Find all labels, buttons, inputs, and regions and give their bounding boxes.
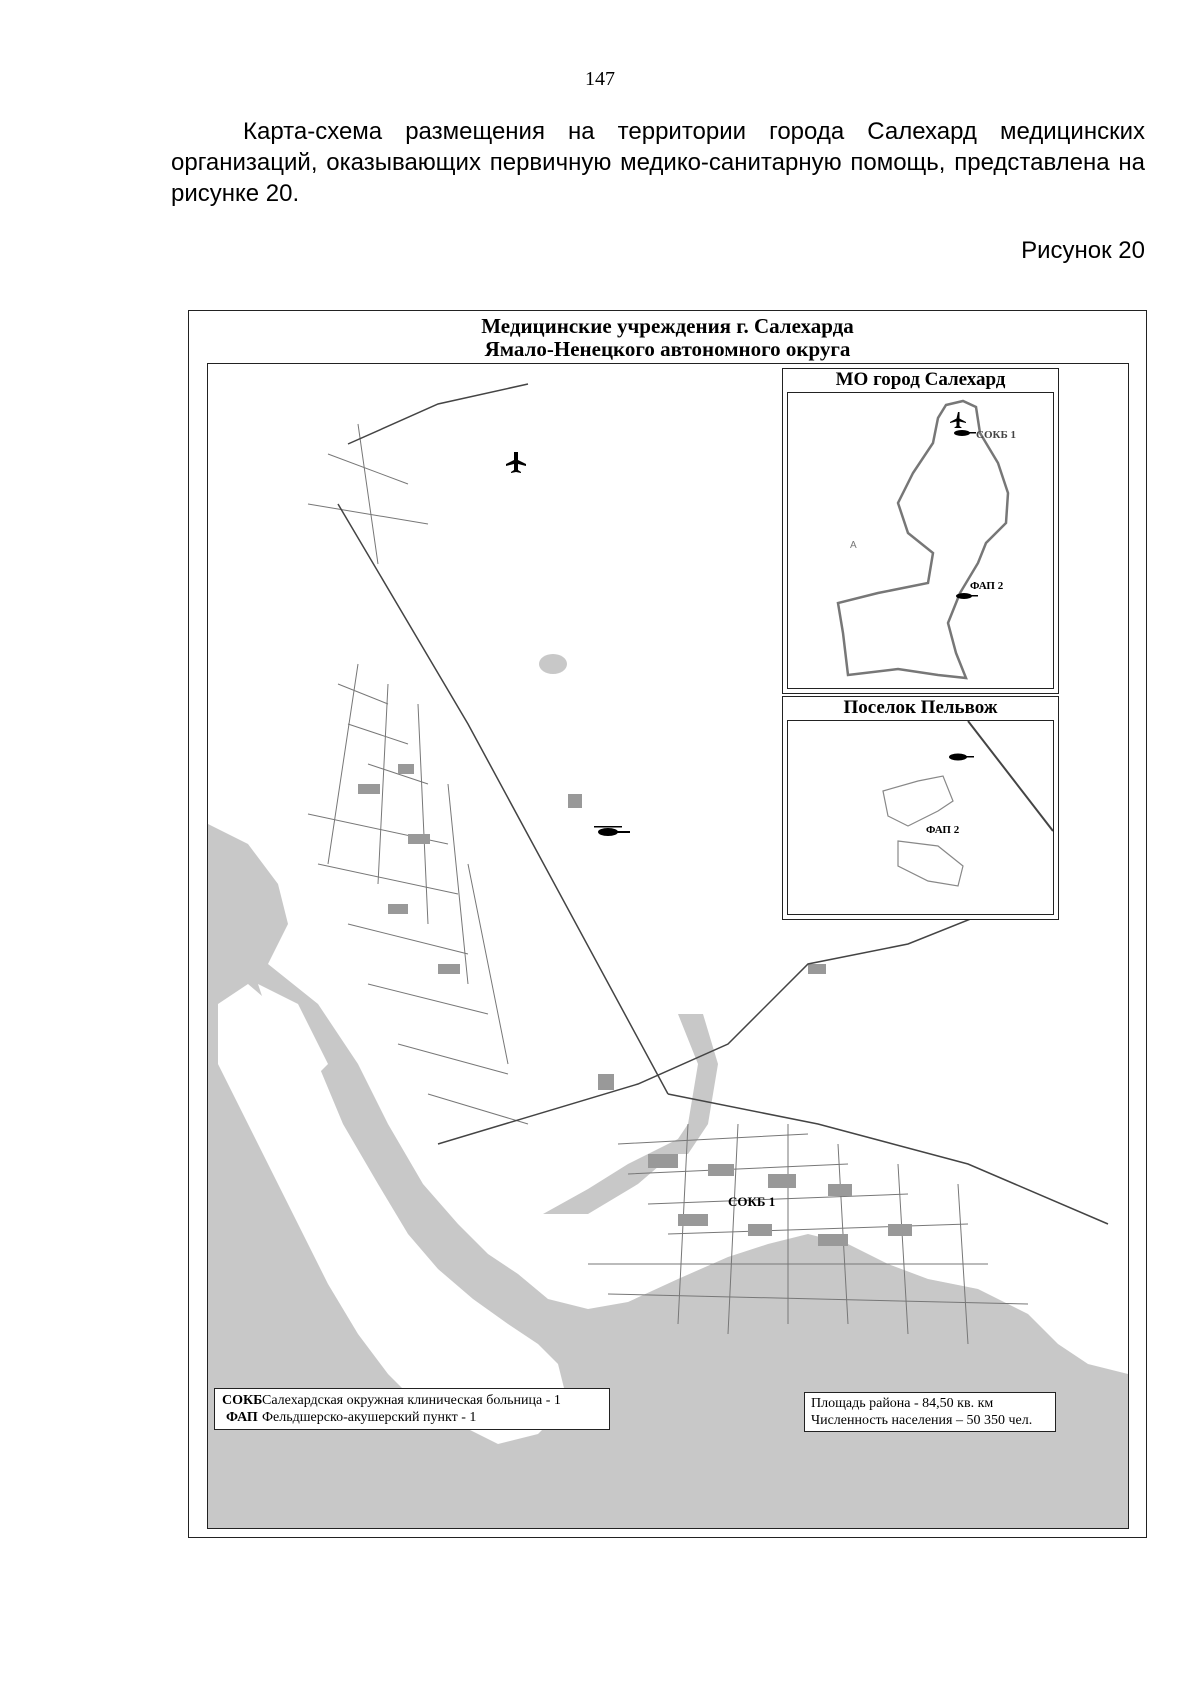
village-road: [968, 721, 1053, 831]
inset-city-label-fap: ФАП 2: [970, 580, 1004, 592]
inset-city-title: МО город Салехард: [835, 369, 1006, 390]
inset-helicopter-icon: [954, 430, 976, 436]
district-boundary: [838, 401, 1008, 678]
intro-text: Карта-схема размещения на территории города Салехард медицинских организаций, оказывающих первичную медико-санитарную помощь, представлена на рисунке 20.: [171, 118, 1145, 207]
svg-text:A: A: [850, 540, 857, 551]
stats-area: Площадь района - 84,50 кв. км: [811, 1396, 994, 1411]
stats-population: Численность населения – 50 350 чел.: [811, 1413, 1033, 1428]
stats-box: [804, 1392, 1056, 1432]
inset-village-title: Поселок Пельвож: [843, 697, 998, 718]
village-helicopter-icon: [949, 754, 974, 761]
helicopter-icon: [594, 826, 630, 836]
page-number: 147: [585, 68, 615, 90]
inset-airplane-icon: [950, 412, 966, 428]
city-map: [207, 363, 1129, 1529]
figure-title: [189, 315, 1146, 361]
inset-city-label-sokb: СОКБ 1: [976, 429, 1016, 441]
sokb-map-label: СОКБ 1: [728, 1194, 776, 1209]
figure-title-line2: Ямало-Ненецкого автономного округа: [484, 337, 851, 361]
airplane-icon: [506, 452, 526, 473]
figure-title-line1: Медицинские учреждения г. Салехарда: [481, 314, 854, 338]
inset-helicopter-icon-2: [956, 593, 978, 599]
inset-city: [782, 368, 1059, 694]
inset-village-map: [787, 720, 1054, 915]
pond: [539, 654, 567, 674]
intro-paragraph: [171, 116, 1145, 209]
figure-label: Рисунок 20: [1021, 237, 1145, 264]
legend: [214, 1388, 610, 1430]
inset-village: [782, 696, 1059, 920]
inset-city-map: [787, 392, 1054, 689]
legend-item: ФАП Фельдшерско-акушерский пункт - 1: [226, 1410, 477, 1425]
legend-item: СОКБСалехардская окружная клиническая больница - 1: [222, 1393, 561, 1408]
inset-village-label-fap: ФАП 2: [926, 824, 960, 836]
map-figure: [188, 310, 1147, 1538]
